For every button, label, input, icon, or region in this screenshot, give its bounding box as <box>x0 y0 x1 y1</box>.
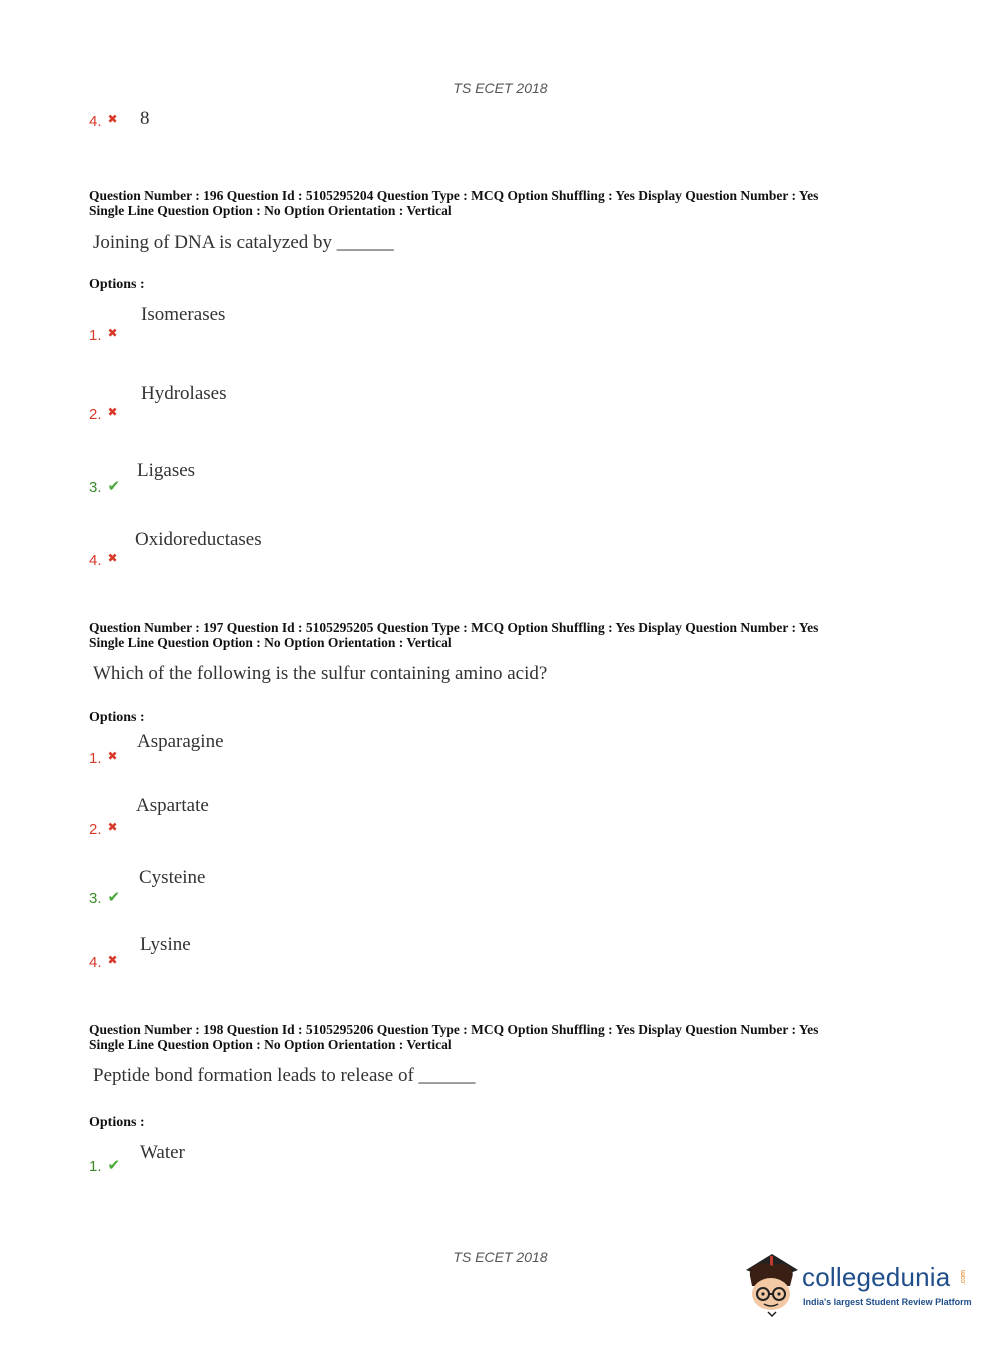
question-text: Which of the following is the sulfur containing amino acid? <box>93 663 548 684</box>
option-text: Oxidoreductases <box>135 529 262 550</box>
option-row <box>89 551 118 570</box>
question-meta-line: Question Number : 197 Question Id : 5105295205 Question Type : MCQ Option Shuffling : Yes Display Question Number : Yes <box>89 620 819 635</box>
cross-icon: ✖ <box>107 820 118 834</box>
check-icon: ✔ <box>107 1156 121 1174</box>
option-number: 1. <box>89 750 102 767</box>
question-meta <box>89 1022 818 1052</box>
option-text: Hydrolases <box>141 383 227 404</box>
cross-icon: ✖ <box>107 112 118 126</box>
question-meta-line: Single Line Question Option : No Option Orientation : Vertical <box>89 1037 452 1052</box>
question-meta <box>89 188 818 218</box>
question-text: Joining of DNA is catalyzed by ______ <box>93 232 394 253</box>
option-text: Cysteine <box>139 867 206 888</box>
option-text: 8 <box>140 108 150 129</box>
options-label: Options : <box>89 277 145 292</box>
option-text: Water <box>140 1142 185 1163</box>
option-number: 1. <box>89 1158 102 1175</box>
option-row <box>89 749 118 768</box>
option-text: Asparagine <box>137 731 224 752</box>
option-number: 3. <box>89 890 102 907</box>
logo-suffix: .com <box>960 1270 967 1286</box>
page-footer: TS ECET 2018 <box>453 1249 548 1265</box>
option-number: 4. <box>89 954 102 971</box>
page-header: TS ECET 2018 <box>453 80 548 96</box>
question-meta <box>89 620 818 650</box>
logo-name: collegedunia <box>802 1262 951 1292</box>
option-number: 3. <box>89 479 102 496</box>
cross-icon: ✖ <box>107 551 118 565</box>
option-row <box>89 820 118 839</box>
option-number: 4. <box>89 113 102 130</box>
option-number: 2. <box>89 406 102 423</box>
option-row <box>89 888 120 908</box>
question-meta-line: Single Line Question Option : No Option Orientation : Vertical <box>89 203 452 218</box>
options-label: Options : <box>89 1115 145 1130</box>
option-text: Isomerases <box>141 304 226 325</box>
option-row <box>89 405 118 424</box>
option-row <box>89 326 118 345</box>
check-icon: ✔ <box>107 888 121 906</box>
check-icon: ✔ <box>107 477 121 495</box>
collegedunia-logo[interactable] <box>742 1250 972 1320</box>
option-row <box>89 953 118 972</box>
option-text: Aspartate <box>136 795 209 816</box>
logo-tagline: India's largest Student Review Platform <box>803 1297 972 1307</box>
options-label: Options : <box>89 710 145 725</box>
option-text: Lysine <box>140 934 191 955</box>
question-text: Peptide bond formation leads to release of ______ <box>93 1065 476 1086</box>
option-number: 1. <box>89 327 102 344</box>
cross-icon: ✖ <box>107 953 118 967</box>
mascot-icon <box>742 1250 800 1320</box>
question-meta-line: Question Number : 196 Question Id : 5105295204 Question Type : MCQ Option Shuffling : Yes Display Question Number : Yes <box>89 188 819 203</box>
option-row <box>89 112 118 131</box>
option-text: Ligases <box>137 460 196 481</box>
option-number: 4. <box>89 552 102 569</box>
question-meta-line: Single Line Question Option : No Option Orientation : Vertical <box>89 635 452 650</box>
question-meta-line: Question Number : 198 Question Id : 5105295206 Question Type : MCQ Option Shuffling : Yes Display Question Number : Yes <box>89 1022 819 1037</box>
cross-icon: ✖ <box>107 326 118 340</box>
cross-icon: ✖ <box>107 749 118 763</box>
option-row <box>89 1156 120 1176</box>
option-row <box>89 477 120 497</box>
option-number: 2. <box>89 821 102 838</box>
cross-icon: ✖ <box>107 405 118 419</box>
